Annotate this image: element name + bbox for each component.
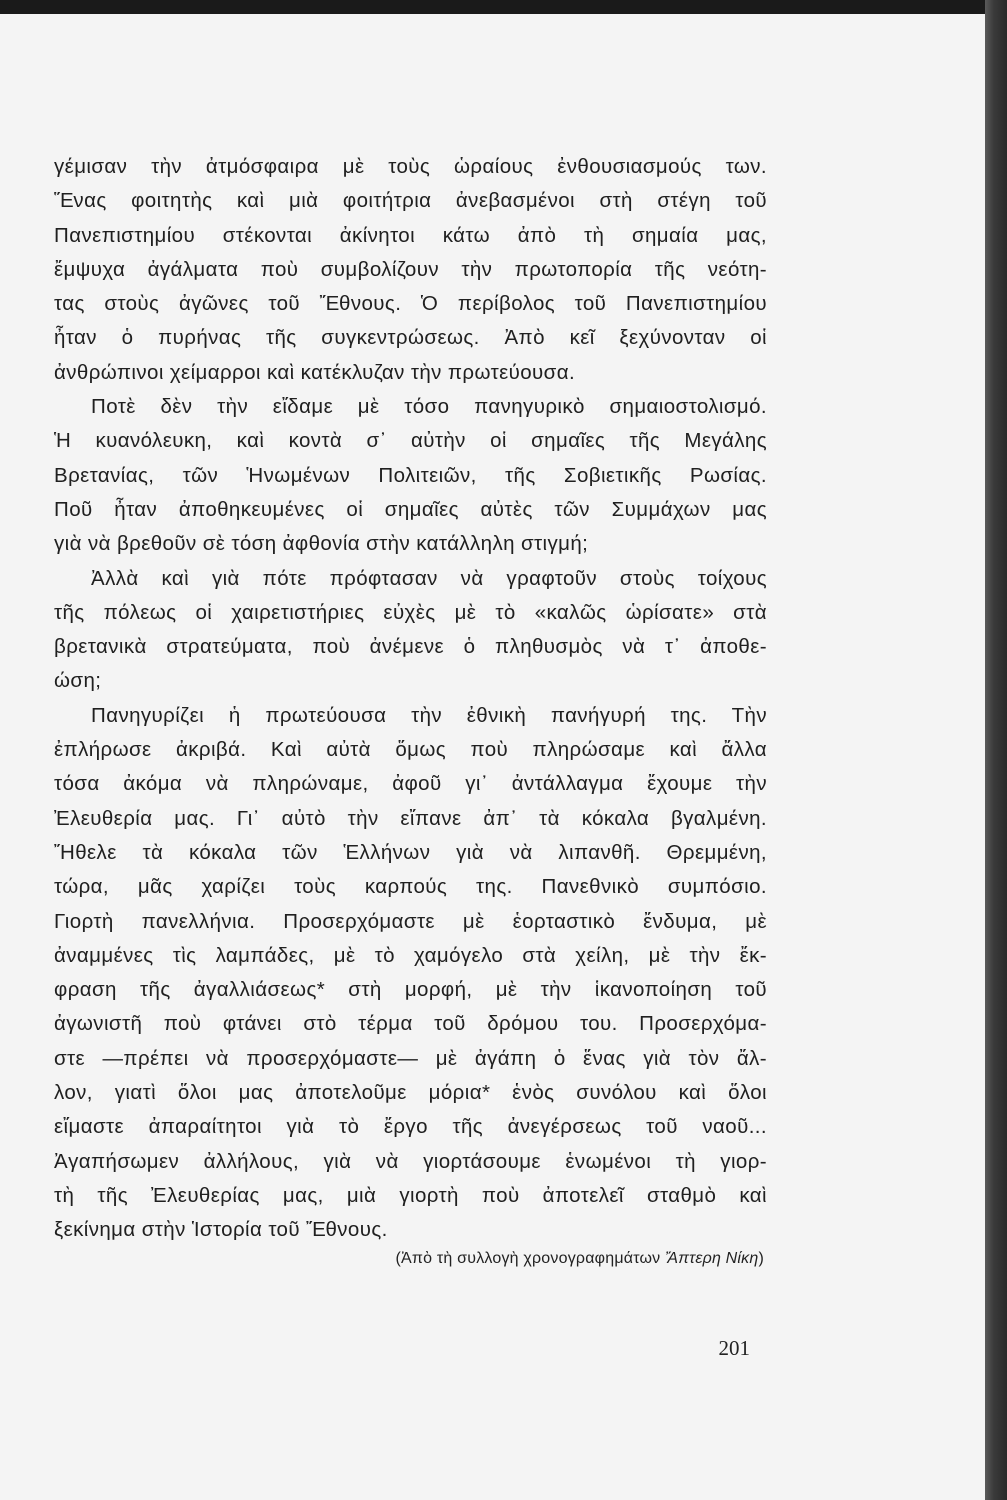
paragraph — [54, 390, 767, 561]
text-line: Ἀγαπήσωμεν ἀλλήλους, γιὰ νὰ γιορτάσουμε ἑνωμένοι τὴ γιορ- — [54, 1149, 767, 1173]
text-line: τώρα, μᾶς χαρίζει τοὺς καρπούς της. Πανεθνικὸ συμπόσιο. — [54, 875, 767, 899]
citation-prefix: (Ἀπὸ τὴ συλλογὴ χρονογραφημάτων — [395, 1250, 666, 1267]
text-line: ἐπλήρωσε ἀκριβά. Καὶ αὐτὰ ὅμως ποὺ πληρώσαμε καὶ ἄλλα — [54, 738, 767, 762]
text-line: τόσα ἀκόμα νὰ πληρώναμε, ἀφοῦ γι᾽ ἀντάλλαγμα ἔχουμε τὴν — [54, 772, 767, 796]
text-line: Βρετανίας, τῶν Ἡνωμένων Πολιτειῶν, τῆς Σοβιετικῆς Ρωσίας. — [54, 463, 767, 487]
citation-title: Ἄπτερη Νίκη — [665, 1250, 759, 1267]
text-line: ἦταν ὁ πυρήνας τῆς συγκεντρώσεως. Ἀπὸ κεῖ ξεχύνονταν οἱ — [54, 326, 767, 350]
scan-top-edge — [0, 0, 1007, 14]
text-line: ἀναμμένες τὶς λαμπάδες, μὲ τὸ χαμόγελο στὰ χείλη, μὲ τὴν ἔκ- — [54, 943, 767, 967]
citation-suffix: ) — [758, 1250, 764, 1267]
paragraph — [54, 150, 767, 390]
text-line: ώση; — [54, 669, 102, 693]
text-line: Πανεπιστημίου στέκονται ἀκίνητοι κάτω ἀπὸ τὴ σημαία μας, — [54, 223, 767, 247]
text-line: ἀγωνιστῆ ποὺ φτάνει στὸ τέρμα τοῦ δρόμου του. Προσερχόμα- — [54, 1012, 767, 1036]
page-number: 201 — [718, 1336, 750, 1360]
text-line: Ἕνας φοιτητὴς καὶ μιὰ φοιτήτρια ἀνεβασμένοι στὴ στέγη τοῦ — [54, 189, 767, 213]
text-line: Ἡ κυανόλευκη, καὶ κοντὰ σ᾽ αὐτὴν οἱ σημαῖες τῆς Μεγάλης — [54, 429, 767, 453]
text-line: Ἀλλὰ καὶ γιὰ πότε πρόφτασαν νὰ γραφτοῦν στοὺς τοίχους — [91, 566, 767, 590]
text-line: Πανηγυρίζει ἡ πρωτεύουσα τὴν ἐθνικὴ πανήγυρή της. Τὴν — [91, 703, 767, 727]
text-line: γιὰ νὰ βρεθοῦν σὲ τόση ἀφθονία στὴν κατάλληλη στιγμή; — [54, 532, 589, 556]
text-line: φραση τῆς ἀγαλλιάσεως* στὴ μορφή, μὲ τὴν ἱκανοποίηση τοῦ — [54, 978, 767, 1002]
text-line: εἴμαστε ἀπαραίτητοι γιὰ τὸ ἔργο τῆς ἀνεγέρσεως τοῦ ναοῦ... — [54, 1115, 767, 1139]
text-line: ἔμψυχα ἀγάλματα ποὺ συμβολίζουν τὴν πρωτοπορία τῆς νεότη- — [54, 257, 767, 281]
text-line: τῆς πόλεως οἱ χαιρετιστήριες εὐχὲς μὲ τὸ «καλῶς ὡρίσατε» στὰ — [54, 600, 767, 624]
book-page — [0, 14, 985, 1500]
source-citation — [396, 1250, 764, 1268]
body-text — [54, 150, 767, 1248]
text-line: Ποῦ ἦταν ἀποθηκευμένες οἱ σημαῖες αὐτὲς τῶν Συμμάχων μας — [54, 497, 767, 521]
paragraph — [54, 699, 767, 1248]
text-line: γέμισαν τὴν ἀτμόσφαιρα μὲ τοὺς ὡραίους ἐνθουσιασμούς των. — [54, 155, 767, 178]
text-line: Ποτὲ δὲν τὴν εἴδαμε μὲ τόσο πανηγυρικὸ σημαιοστολισμό. — [91, 395, 767, 419]
text-line: Γιορτὴ πανελλήνια. Προσερχόμαστε μὲ ἑορταστικὸ ἔνδυμα, μὲ — [54, 909, 767, 933]
text-line: τὴ τῆς Ἐλευθερίας μας, μιὰ γιορτὴ ποὺ ἀποτελεῖ σταθμὸ καὶ — [54, 1183, 767, 1207]
text-line: ἀνθρώπινοι χείμαρροι καὶ κατέκλυζαν τὴν πρωτεύουσα. — [54, 360, 576, 384]
text-line: Ἐλευθερία μας. Γι᾽ αὐτὸ τὴν εἴπανε ἀπ᾽ τὰ κόκαλα βγαλμένη. — [54, 806, 767, 830]
paragraph — [54, 562, 767, 699]
scan-right-edge — [985, 0, 1007, 1500]
text-line: στε —πρέπει νὰ προσερχόμαστε— μὲ ἀγάπη ὁ ἕνας γιὰ τὸν ἄλ- — [54, 1046, 767, 1070]
text-line: λον, γιατὶ ὅλοι μας ἀποτελοῦμε μόρια* ἑνὸς συνόλου καὶ ὅλοι — [54, 1081, 767, 1105]
text-line: βρετανικὰ στρατεύματα, ποὺ ἀνέμενε ὁ πληθυσμὸς νὰ τ᾽ ἀποθε- — [54, 635, 767, 659]
text-line: ξεκίνημα στὴν Ἱστορία τοῦ Ἔθνους. — [54, 1218, 388, 1242]
text-line: τας στοὺς ἀγῶνες τοῦ Ἔθνους. Ὁ περίβολος τοῦ Πανεπιστημίου — [54, 292, 767, 316]
text-line: Ἤθελε τὰ κόκαλα τῶν Ἑλλήνων γιὰ νὰ λιπανθῆ. Θρεμμένη, — [54, 840, 767, 864]
